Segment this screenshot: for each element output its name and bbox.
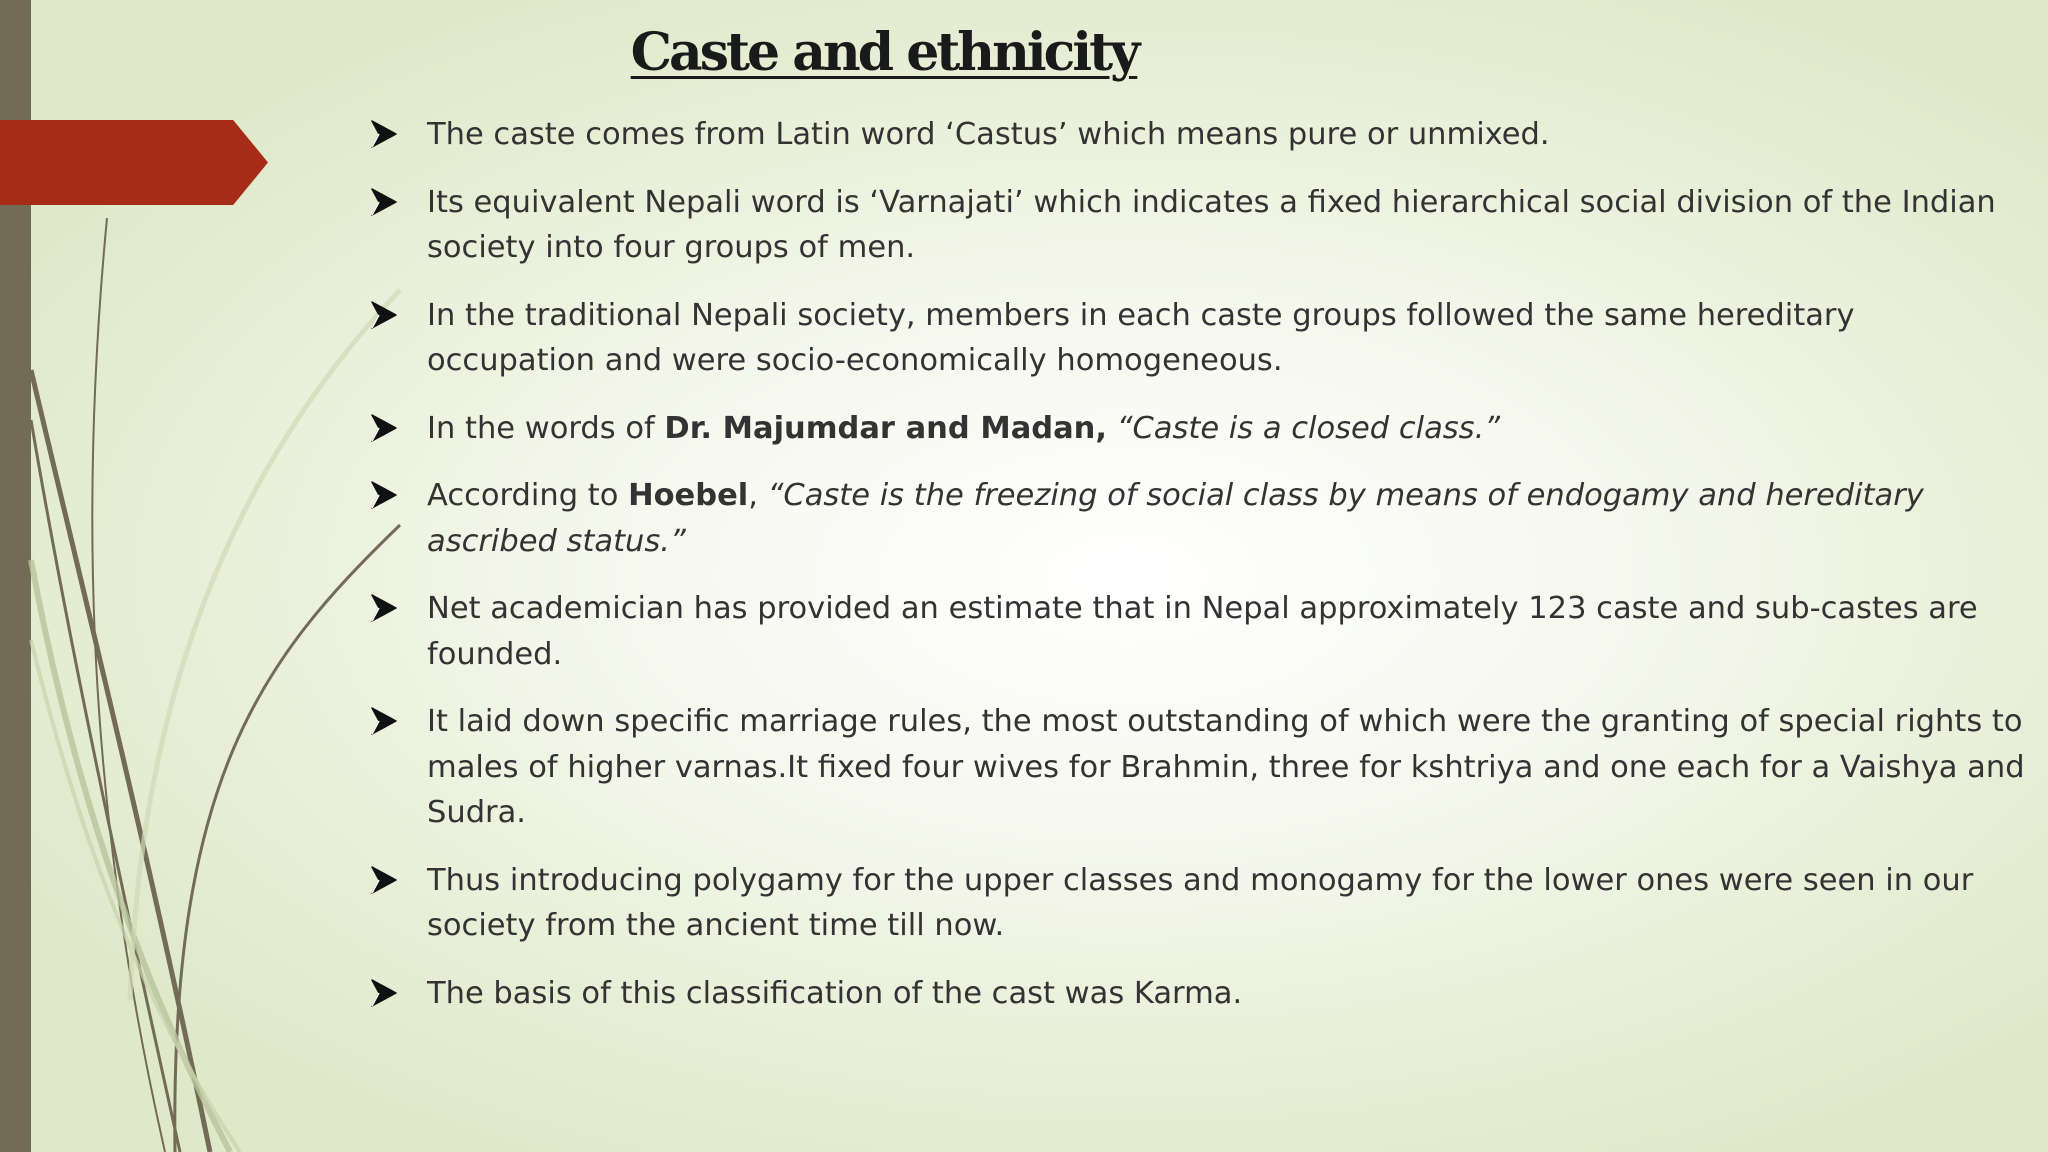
- bullet-item: [370, 858, 2025, 949]
- bullet-item: [370, 406, 2025, 452]
- bullet-prefix: In the words of: [427, 410, 665, 446]
- bullet-text: It laid down specific marriage rules, the most outstanding of which were the granting of special rights to males of higher varnas.It fixed four wives for Brahmin, three for kshtriya and one each for a Vaishya and Sudra.: [427, 704, 2025, 830]
- bullet-text: The caste comes from Latin word ‘Castus’ which means pure or unmixed.: [427, 117, 1550, 152]
- bullet-item: [370, 473, 2025, 564]
- bullet-item: [370, 699, 2025, 836]
- slide-title: Caste and ethnicity: [630, 22, 1138, 83]
- quote-text: “Caste is the freezing of social class by means of endogamy and hereditary ascribed status.”: [427, 478, 1924, 559]
- arrow-bullet-icon: [370, 119, 398, 149]
- bullet-list: [370, 112, 2025, 1038]
- bullet-item: [370, 971, 2025, 1017]
- arrow-bullet-icon: [370, 480, 398, 510]
- arrow-bullet-icon: [370, 187, 398, 217]
- bullet-text: Thus introducing polygamy for the upper classes and monogamy for the lower ones were seen in our society from the ancient time till now.: [427, 862, 1974, 943]
- quoted-authors: Dr. Majumdar and Madan,: [664, 410, 1107, 446]
- arrow-bullet-icon: [370, 706, 398, 736]
- arrow-bullet-icon: [370, 593, 398, 623]
- bullet-item: [370, 112, 2025, 158]
- arrow-bullet-icon: [370, 978, 398, 1008]
- bullet-text: Net academician has provided an estimate that in Nepal approximately 123 caste and sub-castes are founded.: [427, 591, 1978, 672]
- arrow-bullet-icon: [370, 413, 398, 443]
- arrow-bullet-icon: [370, 865, 398, 895]
- bullet-text: Its equivalent Nepali word is ‘Varnajati’ which indicates a fixed hierarchical social division of the Indian society into four groups of men.: [427, 184, 1996, 265]
- arrow-bullet-icon: [370, 300, 398, 330]
- quoted-author: Hoebel: [628, 478, 749, 513]
- bullet-item: [370, 293, 2025, 384]
- bullet-item: [370, 586, 2025, 677]
- bullet-item: [370, 180, 2025, 271]
- bullet-text: The basis of this classification of the cast was Karma.: [427, 975, 1243, 1011]
- quote-text: “Caste is a closed class.”: [1107, 410, 1501, 446]
- bullet-separator: ,: [748, 478, 768, 513]
- bullet-prefix: According to: [427, 478, 629, 513]
- bullet-text: In the traditional Nepali society, members in each caste groups followed the same hereditary occupation and were socio-economically homogeneous.: [427, 297, 1855, 378]
- decorative-curves: [0, 0, 420, 1152]
